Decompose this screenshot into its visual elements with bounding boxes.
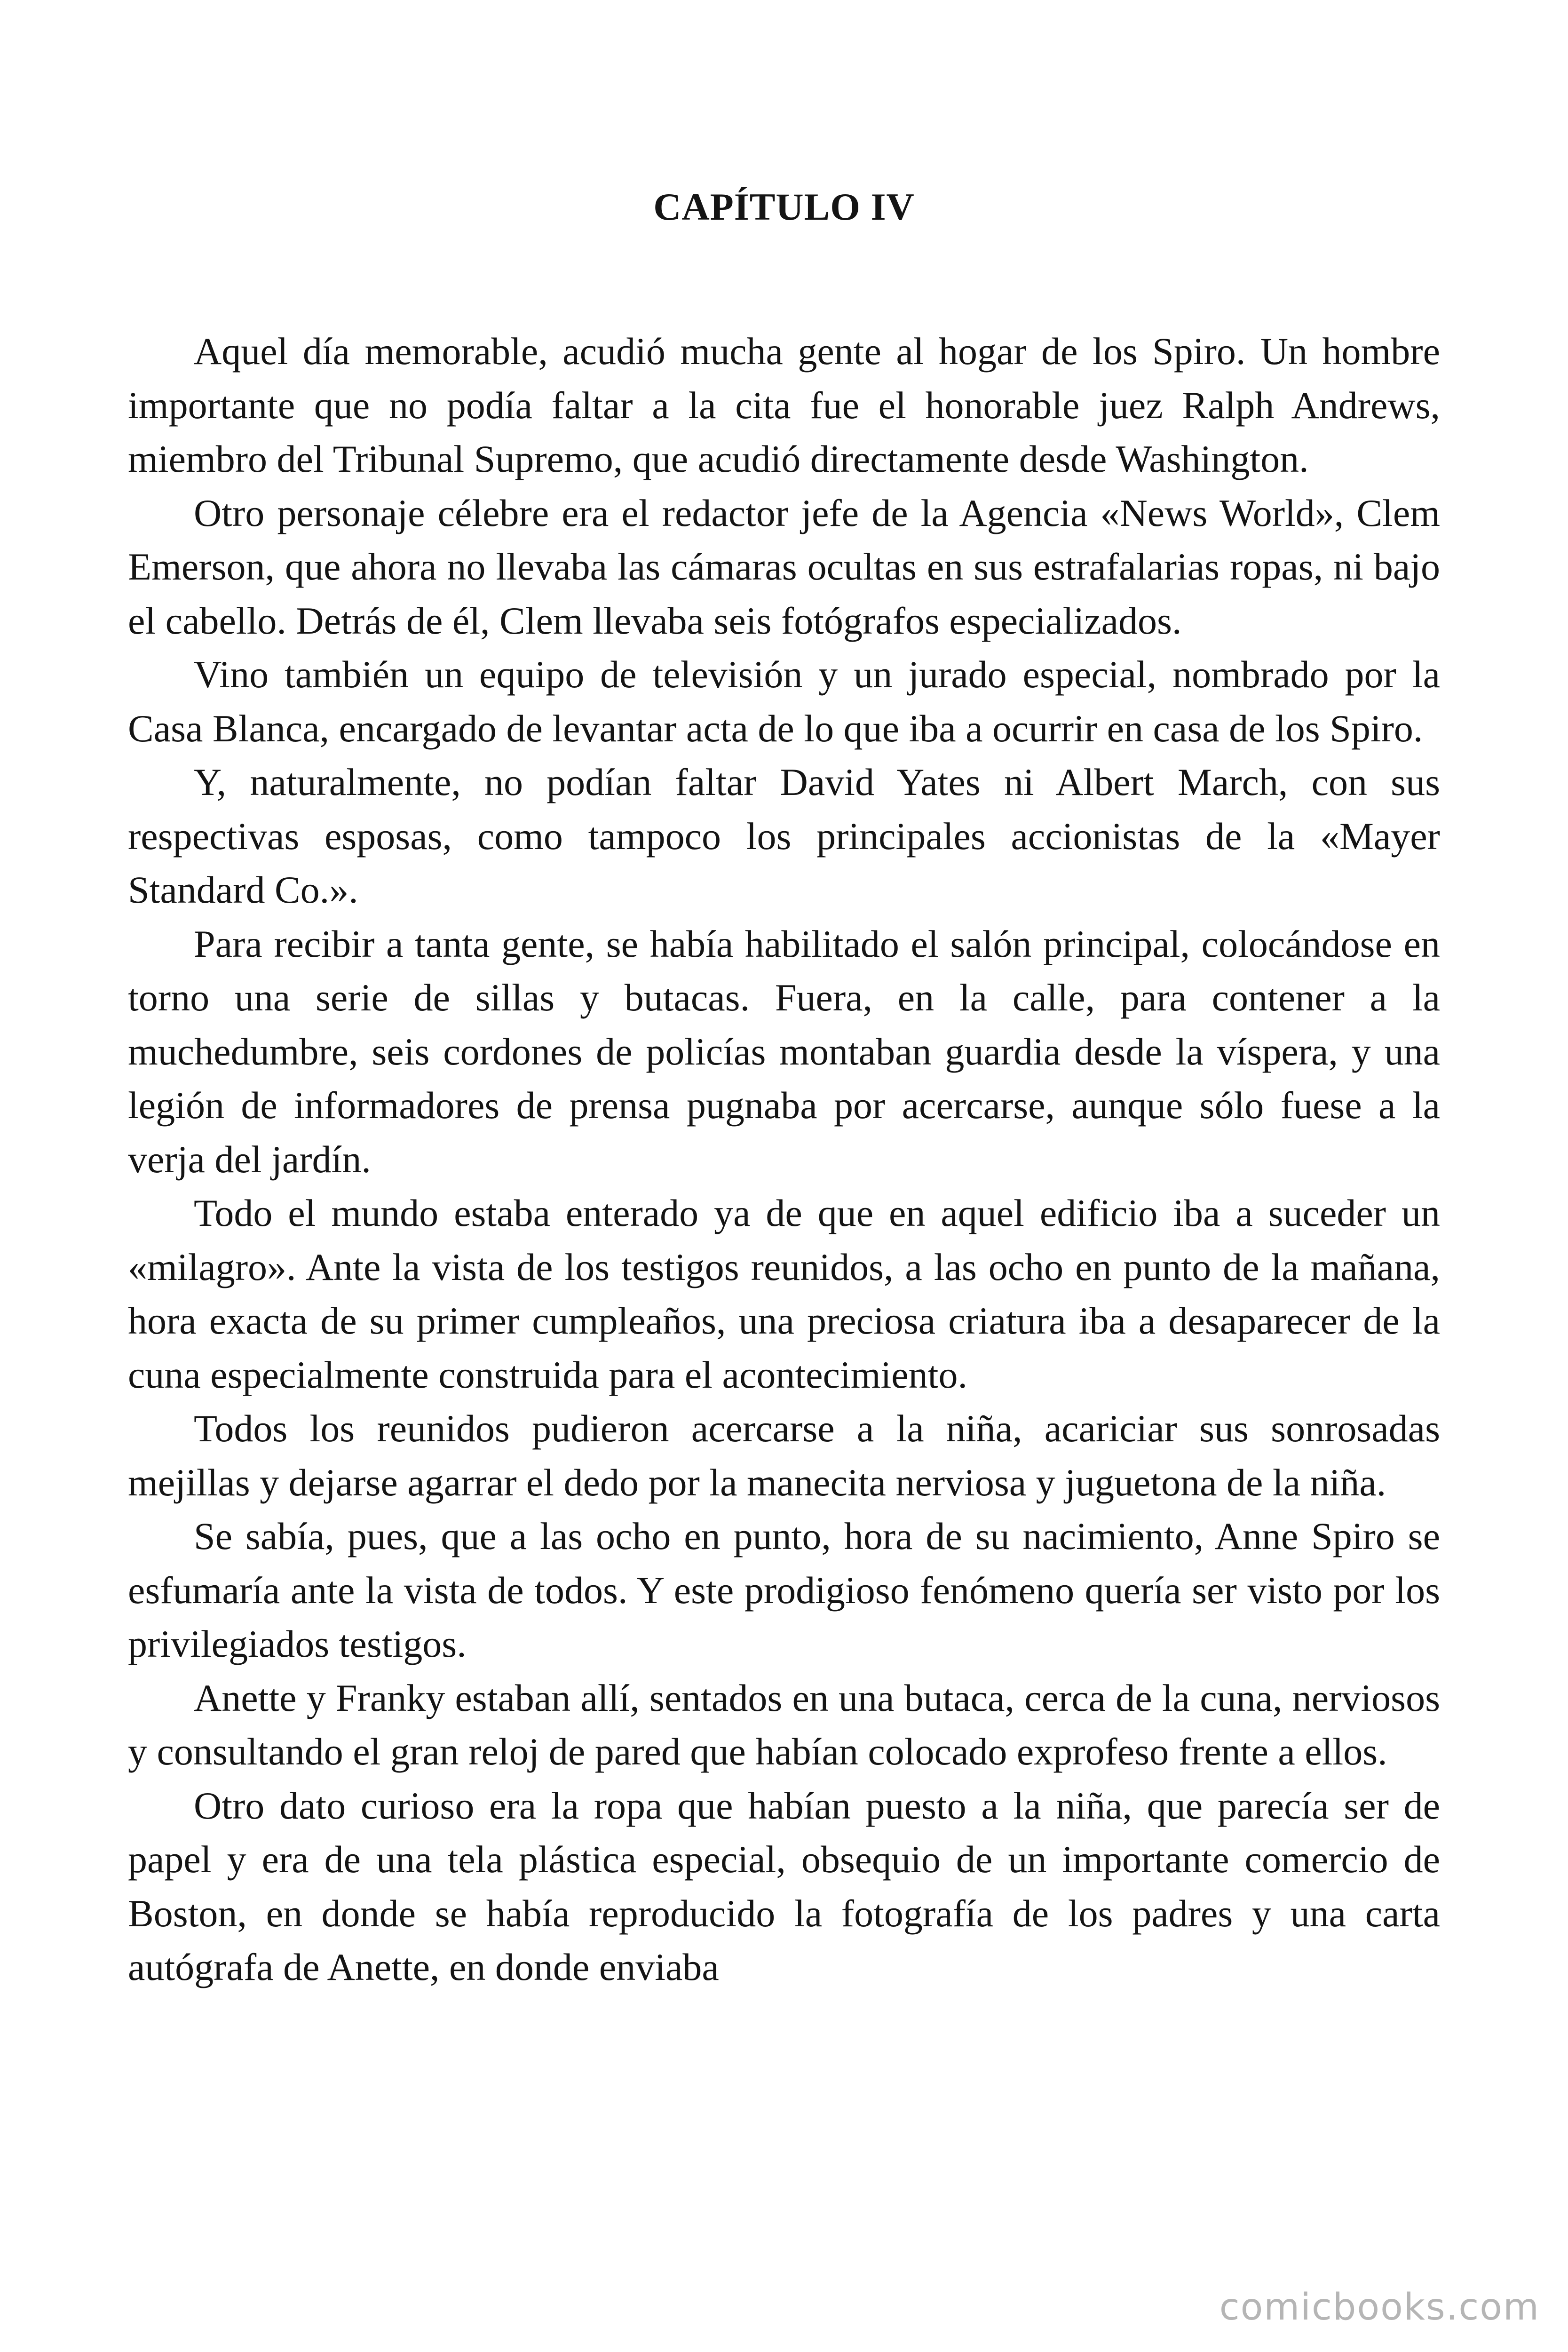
chapter-title: CAPÍTULO IV xyxy=(653,185,915,228)
paragraph: Todo el mundo estaba enterado ya de que en aquel edificio iba a suceder un «milagro». Ante la vista de los testigos reunidos, a las ocho en punto de la mañana, hora exacta de su primer cumpleaños, una preciosa criatura iba a desaparecer de la cuna especialmente construida para el acontecimiento. xyxy=(128,1192,1440,1396)
paragraph: Se sabía, pues, que a las ocho en punto, hora de su nacimiento, Anne Spiro se esfumaría ante la vista de todos. Y este prodigioso fenómeno quería ser visto por los privilegiados testigos. xyxy=(128,1515,1440,1665)
paragraph: Todos los reunidos pudieron acercarse a la niña, acariciar sus sonrosadas mejillas y dejarse agarrar el dedo por la manecita nerviosa y juguetona de la niña. xyxy=(128,1407,1440,1504)
paragraph: Para recibir a tanta gente, se había habilitado el salón principal, colocándose en torno una serie de sillas y butacas. Fuera, en la calle, para contener a la muchedumbre, seis cordones de policías montaban guardia desde la víspera, y una legión de informadores de prensa pugnaba por acercarse, aunque sólo fuese a la verja del jardín. xyxy=(128,922,1440,1181)
body-text xyxy=(128,325,1440,1994)
paragraph: Otro dato curioso era la ropa que habían puesto a la niña, que parecía ser de papel y era de una tela plástica especial, obsequio de un importante comercio de Boston, en donde se había reproducido la fotografía de los padres y una carta autógrafa de Anette, en donde enviaba xyxy=(128,1784,1440,1988)
watermark: comicbooks.com xyxy=(1219,2286,1540,2328)
paragraph: Otro personaje célebre era el redactor jefe de la Agencia «News World», Clem Emerson, que ahora no llevaba las cámaras ocultas en sus estrafalarias ropas, ni bajo el cabello. Detrás de él, Clem llevaba seis fotógrafos especializados. xyxy=(128,491,1440,642)
paragraph: Aquel día memorable, acudió mucha gente al hogar de los Spiro. Un hombre importante que no podía faltar a la cita fue el honorable juez Ralph Andrews, miembro del Tribunal Supremo, que acudió directamente desde Washington. xyxy=(128,330,1440,480)
paragraph: Vino también un equipo de televisión y un jurado especial, nombrado por la Casa Blanca, encargado de levantar acta de lo que iba a ocurrir en casa de los Spiro. xyxy=(128,653,1440,750)
paragraph: Y, naturalmente, no podían faltar David Yates ni Albert March, con sus respectivas esposas, como tampoco los principales accionistas de la «Mayer Standard Co.». xyxy=(128,761,1440,911)
paragraph: Anette y Franky estaban allí, sentados en una butaca, cerca de la cuna, nerviosos y consultando el gran reloj de pared que habían colocado exprofeso frente a ellos. xyxy=(128,1676,1440,1773)
